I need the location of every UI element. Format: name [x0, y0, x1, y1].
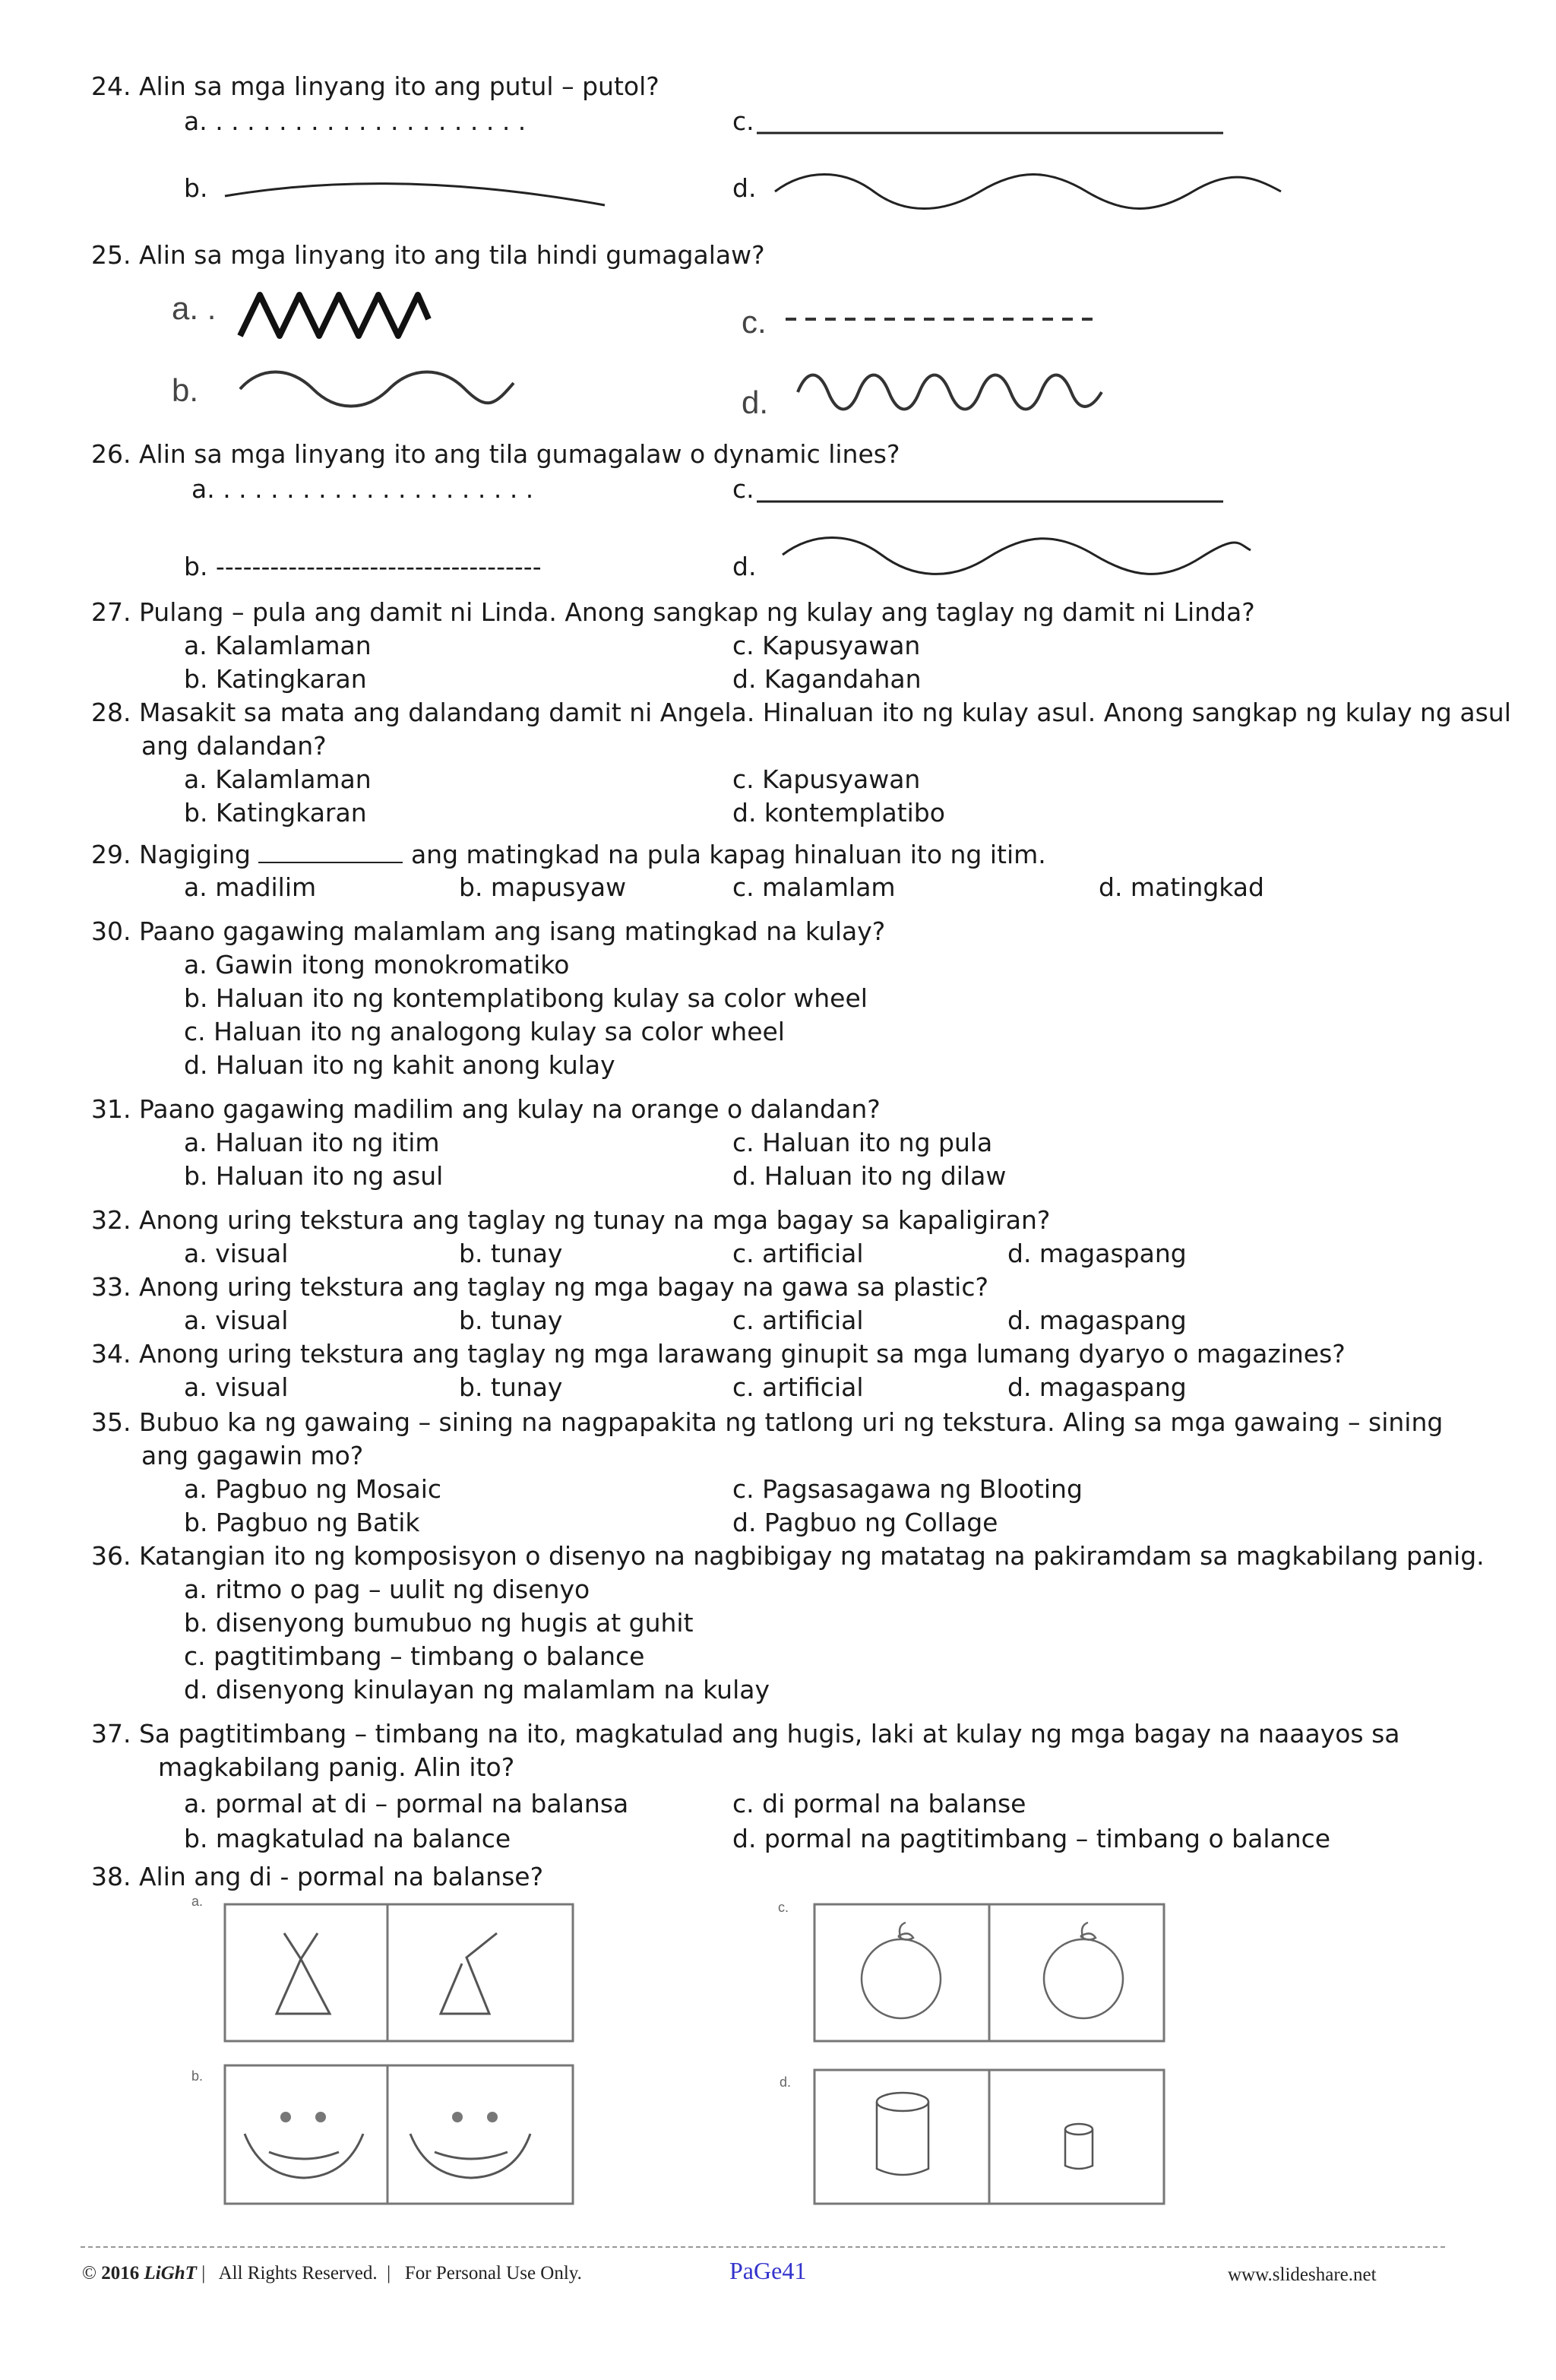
q24-wavy-line-image: [775, 169, 1284, 214]
footer-copyright: [82, 2263, 582, 2284]
q24-curved-line-image: [220, 173, 615, 211]
footer-year: 2016: [101, 2263, 140, 2283]
q24-solid-line-image: [757, 129, 1228, 137]
q33-text: 33. Anong uring tekstura ang taglay ng mga bagay na gawa sa plastic?: [91, 1272, 988, 1302]
q34-option-b: b. tunay: [459, 1372, 563, 1402]
q29-option-a: a. madilim: [184, 872, 317, 902]
q28-option-b: b. Katingkaran: [184, 798, 367, 828]
q34-text: 34. Anong uring tekstura ang taglay ng mga larawang ginupit sa mga lumang dyaryo o magazines?: [91, 1339, 1346, 1369]
q38-option-c-label: c.: [778, 1900, 789, 1915]
q34-option-a: a. visual: [184, 1372, 289, 1402]
q37-text-line1: 37. Sa pagtitimbang – timbang na ito, magkatulad ang hugis, laki at kulay ng mga bagay na naaayos sa: [91, 1719, 1400, 1749]
q34-option-c: c. artificial: [732, 1372, 864, 1402]
q38-option-d-cylinders-image: [813, 2068, 1165, 2205]
footer-rights: | All Rights Reserved. | For Personal Use Only.: [201, 2263, 582, 2283]
q24-option-a: a. . . . . . . . . . . . . . . . . . . . .: [184, 106, 527, 136]
footer-brand: LiGhT: [144, 2263, 197, 2283]
q35-text-line1: 35. Bubuo ka ng gawaing – sining na nagpapakita ng tatlong uri ng tekstura. Aling sa mga gawaing – sining: [91, 1407, 1444, 1437]
q37-option-b: b. magkatulad na balance: [184, 1824, 511, 1853]
q28-option-d: d. kontemplatibo: [732, 798, 945, 828]
q38-option-d-label: d.: [780, 2075, 792, 2090]
q38-text: 38. Alin ang di - pormal na balanse?: [91, 1862, 544, 1891]
q34-option-d: d. magaspang: [1007, 1372, 1187, 1402]
q29-option-c: c. malamlam: [732, 872, 896, 902]
q32-text: 32. Anong uring tekstura ang taglay ng tunay na mga bagay sa kapaligiran?: [91, 1205, 1051, 1235]
q36-option-a: a. ritmo o pag – uulit ng disenyo: [184, 1575, 590, 1604]
q25-option-b-label: b.: [172, 372, 199, 408]
q28-text-line1: 28. Masakit sa mata ang dalandang damit ni Angela. Hinaluan ito ng kulay asul. Anong sangkap ng kulay ng asul: [91, 698, 1511, 727]
q28-option-a: a. Kalamlaman: [184, 764, 372, 794]
q25-dashed-line-image: [786, 313, 1105, 325]
q24-text: 24. Alin sa mga linyang ito ang putul – putol?: [91, 71, 659, 101]
q29-option-d: d. matingkad: [1099, 872, 1264, 902]
q26-wavy-line-image: [783, 532, 1254, 582]
q24-option-b-label: b.: [184, 173, 208, 203]
q31-text: 31. Paano gagawing madilim ang kulay na orange o dalandan?: [91, 1094, 881, 1124]
q26-option-d-label: d.: [732, 552, 757, 581]
q31-option-d: d. Haluan ito ng dilaw: [732, 1161, 1007, 1191]
q38-option-a-label: a.: [191, 1894, 204, 1909]
q32-option-a: a. visual: [184, 1239, 289, 1268]
q33-option-a: a. visual: [184, 1306, 289, 1335]
q33-option-c: c. artificial: [732, 1306, 864, 1335]
q31-option-a: a. Haluan ito ng itim: [184, 1128, 440, 1157]
q32-option-d: d. magaspang: [1007, 1239, 1187, 1268]
q36-text: 36. Katangian ito ng komposisyon o disenyo na nagbibigay ng matatag na pakiramdam sa magkabilang panig.: [91, 1541, 1485, 1571]
q25-wave-line-image: [237, 366, 518, 412]
q29-text-end: ang matingkad na pula kapag hinaluan ito ng itim.: [403, 840, 1046, 869]
copyright-icon: ©: [82, 2263, 96, 2283]
q31-option-c: c. Haluan ito ng pula: [732, 1128, 993, 1157]
q26-solid-line-image: [757, 498, 1228, 505]
q28-option-c: c. Kapusyawan: [732, 764, 921, 794]
q37-text-line2: magkabilang panig. Alin ito?: [158, 1752, 515, 1782]
q38-option-a-triangles-image: [223, 1903, 574, 2043]
q38-option-c-oranges-image: [813, 1903, 1165, 2043]
q35-option-b: b. Pagbuo ng Batik: [184, 1508, 420, 1537]
q27-option-a: a. Kalamlaman: [184, 631, 372, 660]
q26-option-b: b. ------------------------------------: [184, 552, 542, 581]
q38-option-b-label: b.: [191, 2068, 204, 2084]
q26-text: 26. Alin sa mga linyang ito ang tila gumagalaw o dynamic lines?: [91, 439, 900, 469]
q36-option-b: b. disenyong bumubuo ng hugis at guhit: [184, 1608, 694, 1638]
footer-page-number: PaGe41: [729, 2257, 807, 2284]
q26-option-a: a. . . . . . . . . . . . . . . . . . . . .: [191, 474, 534, 504]
q37-option-a: a. pormal at di – pormal na balansa: [184, 1789, 629, 1818]
q32-option-c: c. artificial: [732, 1239, 864, 1268]
q29-option-b: b. mapusyaw: [459, 872, 627, 902]
q27-text: 27. Pulang – pula ang damit ni Linda. Anong sangkap ng kulay ang taglay ng damit ni Linda?: [91, 597, 1255, 627]
q29-text-start: 29. Nagiging: [91, 840, 259, 869]
q32-option-b: b. tunay: [459, 1239, 563, 1268]
q30-option-b: b. Haluan ito ng kontemplatibong kulay sa color wheel: [184, 983, 868, 1013]
q35-text-line2: ang gagawin mo?: [141, 1441, 364, 1470]
q35-option-a: a. Pagbuo ng Mosaic: [184, 1474, 442, 1504]
q33-option-b: b. tunay: [459, 1306, 563, 1335]
q37-option-d: d. pormal na pagtitimbang – timbang o balance: [732, 1824, 1331, 1853]
q25-option-d-label: d.: [742, 385, 769, 420]
q36-option-c: c. pagtitimbang – timbang o balance: [184, 1641, 645, 1671]
q26-option-c-label: c.: [732, 474, 754, 504]
q25-option-a-label: a. .: [172, 290, 217, 326]
q37-option-c: c. di pormal na balanse: [732, 1789, 1026, 1818]
q27-option-b: b. Katingkaran: [184, 664, 367, 694]
q25-small-wave-line-image: [795, 362, 1106, 407]
q27-option-d: d. Kagandahan: [732, 664, 922, 694]
q28-text-line2: ang dalandan?: [141, 731, 327, 761]
q29-blank: [258, 839, 403, 863]
q30-option-c: c. Haluan ito ng analogong kulay sa color wheel: [184, 1017, 785, 1046]
q30-option-a: a. Gawin itong monokromatiko: [184, 950, 570, 980]
q31-option-b: b. Haluan ito ng asul: [184, 1161, 444, 1191]
q38-option-b-faces-image: [223, 2064, 574, 2205]
q25-option-c-label: c.: [742, 304, 767, 340]
q29-text: [91, 839, 1046, 870]
q30-option-d: d. Haluan ito ng kahit anong kulay: [184, 1050, 615, 1080]
q24-option-d-label: d.: [732, 173, 757, 203]
q27-option-c: c. Kapusyawan: [732, 631, 921, 660]
q25-zigzag-line-image: [237, 289, 435, 343]
q36-option-d: d. disenyong kinulayan ng malamlam na kulay: [184, 1675, 770, 1704]
q30-text: 30. Paano gagawing malamlam ang isang matingkad na kulay?: [91, 916, 886, 946]
q33-option-d: d. magaspang: [1007, 1306, 1187, 1335]
footer-separator: [81, 2246, 1445, 2248]
footer-site: www.slideshare.net: [1228, 2264, 1377, 2285]
q25-text: 25. Alin sa mga linyang ito ang tila hindi gumagalaw?: [91, 240, 765, 270]
q35-option-d: d. Pagbuo ng Collage: [732, 1508, 998, 1537]
q35-option-c: c. Pagsasagawa ng Blooting: [732, 1474, 1083, 1504]
q24-option-c-label: c.: [732, 106, 754, 136]
